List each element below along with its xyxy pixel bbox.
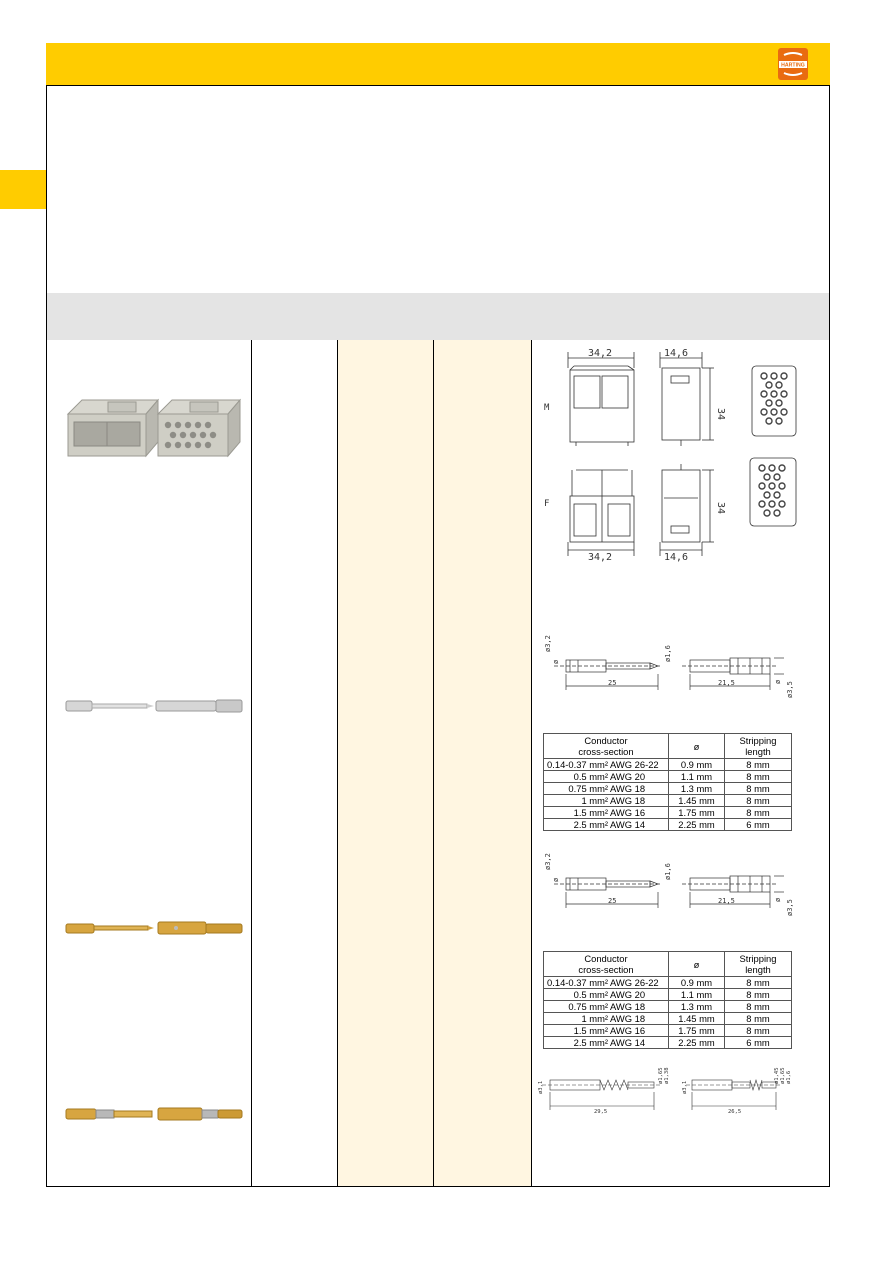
female-depth-dim: 14,6	[664, 552, 689, 563]
dim-dia-small: ø	[552, 659, 560, 664]
header-stripping: Stripping length	[725, 734, 792, 759]
table-row	[544, 1037, 792, 1049]
cell-diameter: 1.75 mm	[669, 1025, 725, 1037]
cell-stripping: 8 mm	[725, 807, 792, 819]
table-row	[544, 759, 792, 771]
cell-awg: AWG 14	[609, 819, 669, 831]
table-row	[544, 977, 792, 989]
cell-awg: AWG 16	[609, 1025, 669, 1037]
dim-dia-left: ø3,2	[544, 635, 552, 652]
spec-table-2	[543, 951, 792, 1049]
table-row	[544, 1013, 792, 1025]
cell-cross-section: 1 mm²	[544, 1013, 610, 1025]
cell-diameter: 1.45 mm	[669, 795, 725, 807]
cell-cross-section: 0.75 mm²	[544, 783, 610, 795]
cell-awg: AWG 26-22	[609, 977, 669, 989]
contact-dimension-drawing-1	[538, 632, 800, 702]
dim-length-female: 21,5	[718, 679, 735, 687]
table-header-band	[47, 293, 829, 340]
cell-stripping: 8 mm	[725, 977, 792, 989]
dim-length-male: 25	[608, 897, 617, 905]
dim-dia-right: ø3,5	[786, 681, 794, 698]
cell-awg: AWG 26-22	[609, 759, 669, 771]
cell-stripping: 8 mm	[725, 1001, 792, 1013]
dim-dia-pin: ø1,6	[664, 863, 672, 880]
cell-diameter: 2.25 mm	[669, 819, 725, 831]
table-row	[544, 1001, 792, 1013]
dim-dia-pin: ø1,6	[664, 645, 672, 662]
cell-awg: AWG 16	[609, 807, 669, 819]
cell-cross-section: 0.14-0.37 mm²	[544, 977, 610, 989]
column-divider-1	[251, 340, 252, 1186]
dim-dia-right-small: ø	[774, 897, 782, 902]
dim-dia-right-small: ø	[774, 679, 782, 684]
silver-contacts-photo	[64, 696, 246, 716]
cell-diameter: 0.9 mm	[669, 759, 725, 771]
dim-length-female: 21,5	[718, 897, 735, 905]
cell-diameter: 1.3 mm	[669, 1001, 725, 1013]
male-label: M	[544, 403, 550, 413]
female-width-dim: 34,2	[588, 552, 613, 563]
female-label: F	[544, 499, 550, 509]
dim-length-male: 25	[608, 679, 617, 687]
cell-stripping: 6 mm	[725, 819, 792, 831]
cell-cross-section: 1.5 mm²	[544, 807, 610, 819]
header-cross-section: Conductor cross-section	[544, 734, 669, 759]
cell-cross-section: 1 mm²	[544, 795, 610, 807]
column-shade-2	[434, 340, 531, 1186]
cell-awg: AWG 14	[609, 1037, 669, 1049]
contact-dimension-drawing-3	[536, 1066, 804, 1120]
cell-stripping: 8 mm	[725, 1013, 792, 1025]
table-row	[544, 989, 792, 1001]
table-row	[544, 1025, 792, 1037]
spec-table-1	[543, 733, 792, 831]
cell-stripping: 8 mm	[725, 1025, 792, 1037]
dim3-dia-e: ø1,6	[786, 1070, 792, 1084]
male-width-dim: 34,2	[588, 348, 613, 359]
cell-cross-section: 0.75 mm²	[544, 1001, 610, 1013]
cell-diameter: 1.3 mm	[669, 783, 725, 795]
dim3-dia-d: ø1,65	[780, 1067, 786, 1084]
table-row	[544, 819, 792, 831]
cell-diameter: 0.9 mm	[669, 977, 725, 989]
dim3-dia-c: ø1,45	[774, 1067, 780, 1084]
cell-stripping: 8 mm	[725, 795, 792, 807]
cell-awg: AWG 20	[609, 771, 669, 783]
dim3-dia-b: ø1,38	[664, 1067, 670, 1084]
cell-awg: AWG 18	[609, 795, 669, 807]
cell-awg: AWG 18	[609, 783, 669, 795]
table-row	[544, 807, 792, 819]
cell-diameter: 1.1 mm	[669, 771, 725, 783]
cell-cross-section: 0.5 mm²	[544, 771, 610, 783]
cell-awg: AWG 20	[609, 989, 669, 1001]
dim3-length-female: 26,5	[728, 1109, 742, 1115]
cell-diameter: 1.75 mm	[669, 807, 725, 819]
cell-cross-section: 0.5 mm²	[544, 989, 610, 1001]
cell-stripping: 8 mm	[725, 783, 792, 795]
header-cross-section: Conductor cross-section	[544, 952, 669, 977]
cell-cross-section: 2.5 mm²	[544, 819, 610, 831]
dim-dia-left: ø3,2	[544, 853, 552, 870]
male-height-dim: 34	[715, 408, 726, 421]
cell-diameter: 1.1 mm	[669, 989, 725, 1001]
side-tab	[0, 170, 46, 209]
cell-awg: AWG 18	[609, 1013, 669, 1025]
power-contacts-photo	[64, 1104, 246, 1124]
female-height-dim: 34	[715, 502, 726, 515]
dim-dia-small: ø	[552, 877, 560, 882]
table-row	[544, 783, 792, 795]
header-diameter: ø	[669, 952, 725, 977]
cell-cross-section: 0.14-0.37 mm²	[544, 759, 610, 771]
cell-diameter: 2.25 mm	[669, 1037, 725, 1049]
module-insert-photo	[62, 392, 247, 462]
table-row	[544, 795, 792, 807]
cell-stripping: 8 mm	[725, 989, 792, 1001]
column-divider-2	[337, 340, 338, 1186]
cell-cross-section: 2.5 mm²	[544, 1037, 610, 1049]
contact-dimension-drawing-2	[538, 850, 800, 920]
cell-cross-section: 1.5 mm²	[544, 1025, 610, 1037]
dim3-dia-left: ø3,1	[538, 1080, 544, 1094]
column-shade-1	[338, 340, 433, 1186]
column-divider-4	[531, 340, 532, 1186]
cell-stripping: 8 mm	[725, 759, 792, 771]
cell-diameter: 1.45 mm	[669, 1013, 725, 1025]
cell-stripping: 6 mm	[725, 1037, 792, 1049]
cell-awg: AWG 18	[609, 1001, 669, 1013]
module-dimension-drawing	[536, 346, 826, 566]
header-stripping: Stripping length	[725, 952, 792, 977]
cell-stripping: 8 mm	[725, 771, 792, 783]
dim3-dia-left-f: ø3,1	[682, 1080, 688, 1094]
dim3-length-male: 29,5	[594, 1109, 608, 1115]
dim-dia-right: ø3,5	[786, 899, 794, 916]
logo-text: HARTING	[781, 62, 805, 69]
male-depth-dim: 14,6	[664, 348, 689, 359]
harting-logo	[775, 46, 811, 82]
gold-contacts-photo	[64, 918, 246, 938]
dim3-dia-a: ø1,65	[658, 1067, 664, 1084]
header-bar	[46, 43, 830, 85]
table-row	[544, 771, 792, 783]
header-diameter: ø	[669, 734, 725, 759]
column-divider-3	[433, 340, 434, 1186]
